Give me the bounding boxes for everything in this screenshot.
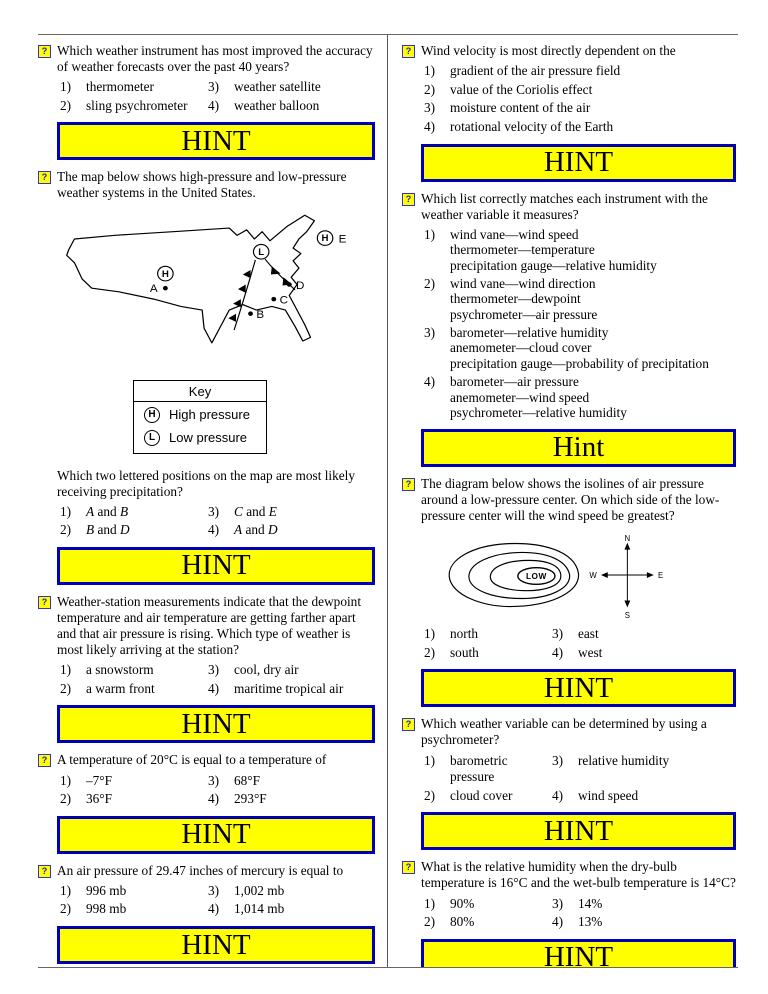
hint-button[interactable]: HINT — [421, 144, 736, 182]
option-label: –7°F — [86, 772, 113, 788]
hint-button[interactable]: HINT — [57, 122, 375, 160]
key-row-high — [134, 402, 266, 425]
option-number: 2) — [424, 914, 436, 930]
question-wind-velocity — [402, 43, 736, 182]
option-label: 90% — [450, 895, 475, 911]
question-text: The diagram below shows the isolines of air pressure around a low-pressure center. On which side of the low-pressure center will the wind speed be greatest? — [421, 475, 720, 524]
hint-button[interactable]: HINT — [421, 939, 736, 968]
option-number: 2) — [60, 901, 72, 917]
station-d-dot — [287, 282, 292, 287]
svg-text:L: L — [258, 245, 265, 257]
option-3 — [208, 662, 375, 679]
option-4 — [208, 522, 375, 539]
question-pressure-conversion — [38, 863, 375, 964]
option-label: cloud cover — [450, 787, 513, 803]
option-2 — [424, 914, 552, 931]
option-label: 68°F — [234, 772, 261, 788]
question-relative-humidity — [402, 859, 736, 968]
option-label: barometric pressure — [450, 752, 508, 785]
map-key — [133, 380, 267, 454]
question-mark-icon[interactable]: ? — [38, 754, 51, 767]
option-label: 36°F — [86, 791, 113, 807]
option-label: north — [450, 626, 479, 642]
cold-front-line — [234, 259, 255, 329]
option-number: 3) — [208, 662, 220, 678]
option-1 — [60, 773, 208, 790]
option-number: 4) — [208, 791, 220, 807]
option-4 — [424, 374, 736, 421]
option-label: a snowstorm — [86, 662, 154, 678]
question-mark-icon[interactable]: ? — [38, 596, 51, 609]
station-c-dot — [271, 296, 276, 301]
option-3 — [552, 626, 736, 643]
option-1 — [60, 883, 208, 900]
option-3 — [424, 100, 736, 117]
options — [60, 504, 375, 539]
svg-text:W: W — [589, 571, 597, 581]
option-2 — [60, 791, 208, 808]
option-label: barometer—relative humidity anemometer—cloud cover precipitation gauge—probability of precipitation — [450, 324, 709, 372]
option-number: 4) — [424, 373, 436, 389]
option-label: wind speed — [578, 787, 639, 803]
options — [424, 63, 736, 135]
option-number: 2) — [424, 787, 436, 803]
question-text: Wind velocity is most directly dependent on the — [421, 43, 676, 58]
option-number: 2) — [60, 791, 72, 807]
option-number: 2) — [60, 97, 72, 113]
option-label: west — [578, 644, 603, 660]
option-number: 3) — [424, 100, 436, 116]
option-1 — [60, 662, 208, 679]
option-label: A and B — [86, 503, 129, 519]
option-3 — [424, 325, 736, 372]
options — [60, 773, 375, 808]
question-intro: The map below shows high-pressure and low-pressure weather systems in the United States. — [57, 169, 347, 201]
option-2 — [60, 681, 208, 698]
hint-button[interactable]: HINT — [57, 926, 375, 964]
compass-rose — [589, 534, 663, 620]
high-pressure-symbol: H — [144, 407, 160, 423]
key-title: Key — [134, 381, 266, 402]
left-column — [38, 35, 388, 967]
option-number: 3) — [208, 79, 220, 95]
question-instrument-accuracy — [38, 43, 375, 160]
option-label: B and D — [86, 522, 130, 538]
options — [424, 753, 736, 805]
question-mark-icon[interactable]: ? — [38, 865, 51, 878]
svg-text:N: N — [624, 533, 631, 543]
option-label: cool, dry air — [234, 662, 299, 678]
option-number: 4) — [208, 901, 220, 917]
option-label: 998 mb — [86, 901, 127, 917]
us-outline — [67, 215, 315, 343]
key-row-low — [134, 425, 266, 453]
option-label: relative humidity — [578, 752, 670, 768]
hint-button[interactable]: HINT — [57, 705, 375, 743]
label-d: D — [296, 279, 305, 292]
option-number: 1) — [424, 752, 436, 768]
option-number: 4) — [208, 97, 220, 113]
key-label: High pressure — [169, 407, 250, 423]
option-number: 1) — [424, 895, 436, 911]
option-2 — [424, 788, 552, 805]
option-4 — [552, 914, 736, 931]
options — [424, 227, 736, 421]
us-map-drawing — [57, 208, 357, 372]
svg-text:S: S — [624, 611, 630, 621]
option-number: 1) — [60, 882, 72, 898]
option-number: 4) — [208, 522, 220, 538]
option-label: 1,014 mb — [234, 901, 285, 917]
us-weather-map — [57, 208, 375, 372]
question-mark-icon[interactable]: ? — [402, 861, 415, 874]
question-pressure-map — [38, 169, 375, 585]
station-b-dot — [248, 311, 253, 316]
option-1 — [424, 626, 552, 643]
option-number: 4) — [208, 680, 220, 696]
option-2 — [424, 276, 736, 323]
option-number: 3) — [208, 772, 220, 788]
option-number: 4) — [424, 118, 436, 134]
station-a-dot — [163, 285, 168, 290]
option-4 — [424, 119, 736, 136]
option-number: 2) — [60, 680, 72, 696]
question-text: A temperature of 20°C is equal to a temperature of — [57, 752, 327, 768]
option-label: weather balloon — [234, 97, 320, 113]
option-label: 996 mb — [86, 882, 127, 898]
option-1 — [60, 79, 208, 96]
option-number: 1) — [424, 63, 436, 79]
svg-text:E: E — [657, 571, 664, 581]
option-1 — [60, 504, 208, 521]
option-label: wind vane—wind speed thermometer—temperature precipitation gauge—relative humidity — [450, 226, 657, 274]
question-text: Which weather variable can be determined by using a psychrometer? — [421, 716, 707, 748]
option-label: east — [578, 626, 599, 642]
option-3 — [208, 79, 375, 96]
option-number: 2) — [424, 644, 436, 660]
question-text: An air pressure of 29.47 inches of mercury is equal to — [57, 862, 344, 878]
options — [424, 626, 736, 661]
option-label: C and E — [234, 503, 277, 519]
option-label: south — [450, 644, 479, 660]
option-number: 1) — [424, 226, 436, 242]
option-4 — [208, 681, 375, 698]
question-arriving-weather — [38, 594, 375, 744]
option-number: 1) — [424, 626, 436, 642]
options — [424, 896, 736, 931]
option-number: 2) — [424, 275, 436, 291]
isoline-drawing — [435, 532, 671, 622]
option-number: 1) — [60, 503, 72, 519]
option-number: 4) — [552, 644, 564, 660]
option-label: moisture content of the air — [450, 100, 591, 116]
question-mark-icon[interactable]: ? — [402, 718, 415, 731]
option-3 — [208, 773, 375, 790]
option-number: 3) — [424, 324, 436, 340]
option-4 — [208, 98, 375, 115]
question-text: Which two lettered positions on the map are most likely receiving precipitation? — [57, 467, 356, 499]
label-e: E — [338, 233, 347, 246]
option-number: 3) — [552, 626, 564, 642]
option-1 — [424, 753, 552, 786]
two-column-layout — [38, 34, 738, 968]
option-2 — [60, 522, 208, 539]
option-number: 3) — [552, 752, 564, 768]
hint-button[interactable]: HINT — [421, 669, 736, 707]
question-mark-icon[interactable]: ? — [402, 193, 415, 206]
question-temperature-conversion — [38, 752, 375, 853]
question-mark-icon[interactable]: ? — [38, 45, 51, 58]
option-3 — [208, 883, 375, 900]
option-label: 80% — [450, 914, 475, 930]
question-psychrometer — [402, 716, 736, 850]
option-4 — [552, 788, 736, 805]
option-label: thermometer — [86, 79, 154, 95]
option-number: 1) — [60, 662, 72, 678]
option-number: 2) — [60, 522, 72, 538]
option-number: 1) — [60, 79, 72, 95]
question-isolines — [402, 476, 736, 707]
isoline-diagram — [435, 532, 736, 622]
hint-button[interactable]: HINT — [421, 812, 736, 850]
option-label: 1,002 mb — [234, 882, 285, 898]
options — [60, 883, 375, 918]
question-mark-icon[interactable]: ? — [38, 171, 51, 184]
option-label: sling psychrometer — [86, 97, 188, 113]
hint-button[interactable]: Hint — [421, 429, 736, 467]
option-label: 293°F — [234, 791, 267, 807]
option-number: 3) — [208, 882, 220, 898]
option-label: a warm front — [86, 680, 155, 696]
question-text: Which list correctly matches each instrument with the weather variable it measures? — [421, 190, 708, 222]
svg-text:H: H — [321, 232, 329, 243]
option-label: wind vane—wind direction thermometer—dewpoint psychrometer—air pressure — [450, 275, 598, 323]
svg-text:LOW: LOW — [525, 571, 547, 582]
label-b: B — [256, 309, 265, 321]
question-text: What is the relative humidity when the dry-bulb temperature is 16°C and the wet-bulb temperature is 14°C? — [421, 859, 736, 891]
option-4 — [552, 645, 736, 662]
option-number: 3) — [552, 895, 564, 911]
option-2 — [60, 98, 208, 115]
option-3 — [208, 504, 375, 521]
question-mark-icon[interactable]: ? — [402, 45, 415, 58]
hint-button[interactable]: HINT — [57, 547, 375, 585]
option-label: value of the Coriolis effect — [450, 81, 593, 97]
options — [60, 79, 375, 114]
option-number: 3) — [208, 503, 220, 519]
option-label: barometer—air pressure anemometer—wind speed psychrometer—relative humidity — [450, 373, 627, 421]
right-column — [388, 35, 738, 967]
option-number: 1) — [60, 772, 72, 788]
option-number: 4) — [552, 914, 564, 930]
low-pressure-symbol: L — [144, 430, 160, 446]
option-number: 2) — [424, 81, 436, 97]
option-label: weather satellite — [234, 79, 321, 95]
option-label: rotational velocity of the Earth — [450, 118, 614, 134]
question-text: Weather-station measurements indicate that the dewpoint temperature and air temperature are getting farther apart and that air pressure is rising. Which type of weather is most likely arriving at the station? — [57, 593, 362, 658]
label-a: A — [149, 282, 158, 295]
option-label: maritime tropical air — [234, 680, 344, 696]
option-1 — [424, 896, 552, 913]
option-4 — [208, 901, 375, 918]
option-4 — [208, 791, 375, 808]
key-label: Low pressure — [169, 430, 248, 446]
option-1 — [424, 227, 736, 274]
option-2 — [424, 82, 736, 99]
question-instrument-matching — [402, 191, 736, 467]
hint-button[interactable]: HINT — [57, 816, 375, 854]
options — [60, 662, 375, 697]
option-3 — [552, 753, 736, 786]
option-3 — [552, 896, 736, 913]
option-1 — [424, 63, 736, 80]
option-2 — [424, 645, 552, 662]
option-label: 13% — [578, 914, 603, 930]
question-mark-icon[interactable]: ? — [402, 478, 415, 491]
option-2 — [60, 901, 208, 918]
option-label: 14% — [578, 895, 603, 911]
question-text: Which weather instrument has most improved the accuracy of weather forecasts over the past 40 years? — [57, 43, 373, 75]
option-label: gradient of the air pressure field — [450, 63, 621, 79]
option-number: 4) — [552, 787, 564, 803]
svg-text:H: H — [161, 267, 169, 279]
label-c: C — [279, 294, 288, 307]
option-label: A and D — [234, 522, 278, 538]
